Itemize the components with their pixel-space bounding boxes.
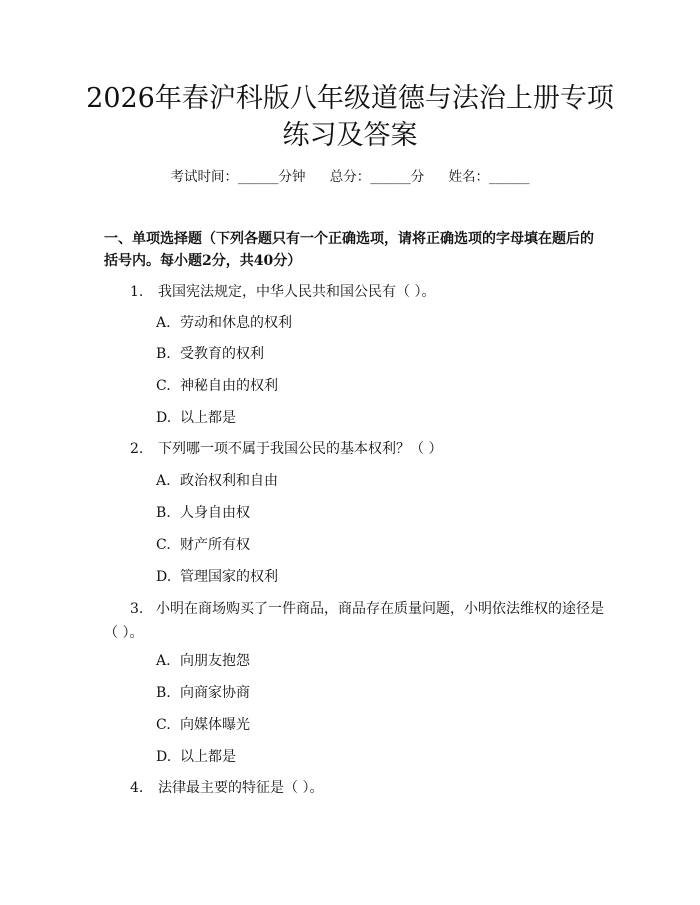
answer-option: [156, 566, 278, 588]
question-text: 小明在商场购买了一件商品，商品存在质量问题，小明依法维权的途径是（ ）。: [104, 601, 604, 641]
answer-option: [156, 312, 292, 334]
option-text: 以上都是: [180, 749, 236, 765]
question-item: [104, 597, 604, 645]
option-letter: D.: [156, 749, 172, 765]
total-score-label: 总分：: [329, 169, 371, 185]
student-name-field: [449, 167, 530, 187]
option-letter: A.: [156, 473, 171, 489]
student-name-label: 姓名：: [448, 169, 490, 185]
question-number: 2.: [130, 441, 144, 457]
answer-option: [156, 470, 278, 492]
answer-option: [156, 650, 250, 672]
answer-option: [156, 534, 250, 556]
option-letter: C.: [156, 717, 171, 733]
exam-time-label: 考试时间：: [170, 169, 238, 185]
question-item: [130, 438, 442, 460]
question-text: 法律最主要的特征是（ ）。: [158, 780, 324, 796]
option-text: 向媒体曝光: [180, 717, 250, 733]
answer-option: [156, 502, 250, 524]
title-line-2: 练习及答案: [282, 120, 418, 151]
option-text: 管理国家的权利: [180, 569, 278, 585]
option-text: 向商家协商: [180, 685, 250, 701]
answer-option: [156, 407, 236, 429]
option-letter: A.: [156, 315, 171, 331]
question-number: 4.: [130, 780, 144, 796]
option-letter: B.: [156, 346, 171, 362]
total-score-blank: ______: [370, 169, 411, 185]
total-score-unit: 分: [410, 169, 425, 185]
document-title: [60, 80, 640, 154]
question-number: 1.: [130, 284, 144, 300]
student-name-blank: ______: [489, 169, 530, 185]
answer-option: [156, 746, 236, 768]
option-letter: B.: [156, 505, 171, 521]
question-item: [130, 777, 323, 799]
option-text: 受教育的权利: [180, 346, 264, 362]
exam-time-field: [170, 167, 305, 187]
question-number: 3.: [130, 601, 144, 617]
question-item: [130, 281, 435, 303]
option-letter: C.: [156, 378, 171, 394]
exam-info-line: [60, 167, 640, 187]
question-text: 下列哪一项不属于我国公民的基本权利？（ ）: [158, 441, 443, 457]
answer-option: [156, 375, 278, 397]
option-letter: D.: [156, 410, 172, 426]
option-text: 政治权利和自由: [180, 473, 278, 489]
option-letter: C.: [156, 537, 171, 553]
exam-time-unit: 分钟: [278, 169, 306, 185]
title-line-1: 2026年春沪科版八年级道德与法治上册专项: [86, 83, 614, 114]
exam-time-blank: ______: [237, 169, 279, 185]
option-letter: B.: [156, 685, 171, 701]
option-text: 劳动和休息的权利: [180, 315, 292, 331]
answer-option: [156, 682, 250, 704]
option-letter: A.: [156, 653, 171, 669]
option-text: 以上都是: [180, 410, 236, 426]
option-text: 财产所有权: [180, 537, 250, 553]
question-text: 我国宪法规定，中华人民共和国公民有（ ）。: [158, 284, 436, 300]
option-text: 向朋友抱怨: [180, 653, 250, 669]
total-score-field: [330, 167, 425, 187]
section-heading: 一、单项选择题（下列各题只有一个正确选项，请将正确选项的字母填在题后的括号内。每小题2分，共40分）: [104, 231, 594, 269]
option-text: 人身自由权: [180, 505, 250, 521]
option-text: 神秘自由的权利: [180, 378, 278, 394]
answer-option: [156, 343, 264, 365]
answer-option: [156, 714, 250, 736]
option-letter: D.: [156, 569, 172, 585]
